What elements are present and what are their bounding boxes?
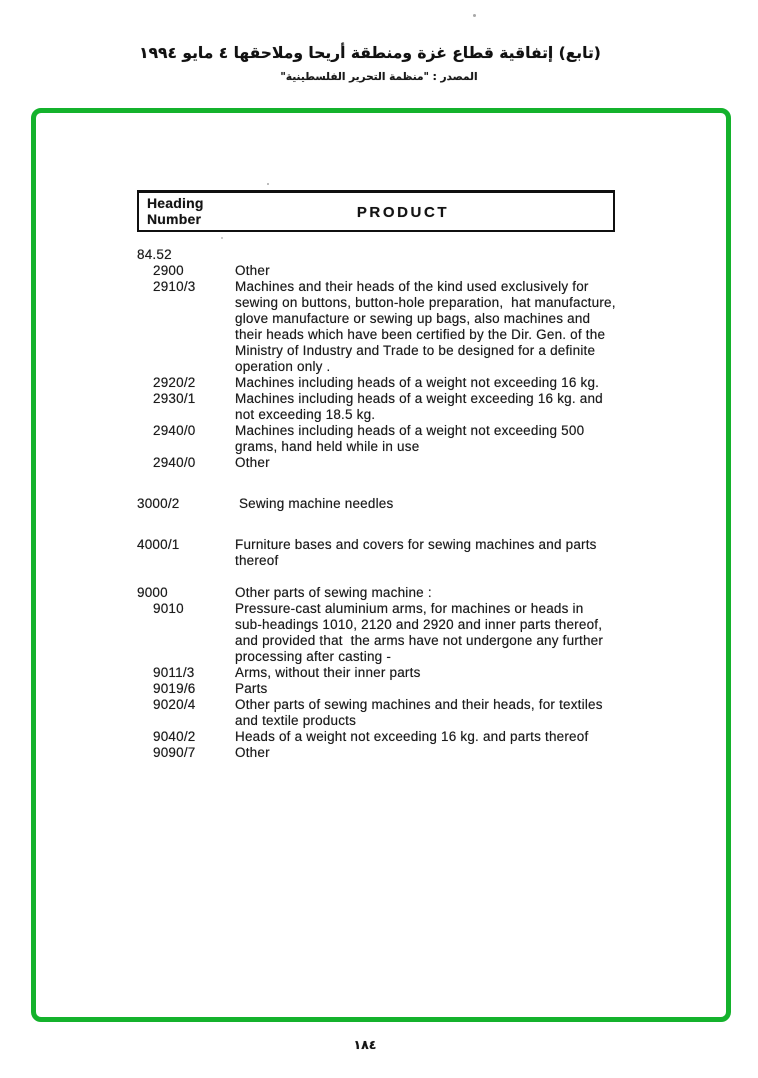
product-description-cell xyxy=(235,455,637,471)
description-line: Arms, without their inner parts xyxy=(235,665,421,680)
heading-number-cell: 2930/1 xyxy=(153,391,196,406)
description-line: and provided that the arms have not undergone any further xyxy=(235,633,604,648)
description-line: and textile products xyxy=(235,713,357,728)
table-row xyxy=(137,665,637,681)
product-description-cell xyxy=(235,601,637,665)
green-frame xyxy=(31,108,731,1022)
page-number: ١٨٤ xyxy=(353,1037,377,1052)
heading-number-cell: 9000 xyxy=(137,585,168,600)
table-row xyxy=(137,745,637,761)
product-description-cell xyxy=(235,697,637,729)
description-line: Other parts of sewing machines and their heads, for textiles xyxy=(235,697,603,712)
scan-speck xyxy=(267,183,269,185)
description-line: Ministry of Industry and Trade to be designed for a definite xyxy=(235,343,596,358)
description-line: Parts xyxy=(235,681,268,696)
table-row xyxy=(137,537,637,569)
description-line: Sewing machine needles xyxy=(235,496,394,511)
heading-number-cell: 9090/7 xyxy=(153,745,196,760)
product-description-cell xyxy=(235,496,637,512)
scan-speck xyxy=(473,14,476,17)
table-row xyxy=(137,681,637,697)
description-line: their heads which have been certified by the Dir. Gen. of the xyxy=(235,327,606,342)
description-line: sub-headings 1010, 2120 and 2920 and inner parts thereof, xyxy=(235,617,603,632)
heading-number-cell: 9020/4 xyxy=(153,697,196,712)
heading-number-cell: 84.52 xyxy=(137,247,172,262)
description-line: Other xyxy=(235,455,270,470)
document-title-arabic: (تابع) إتفاقية قطاع غزة ومنطقة أريحا وملاحقها ٤ مايو ١٩٩٤ xyxy=(139,44,601,62)
product-description-cell xyxy=(235,537,637,569)
table-row xyxy=(137,455,637,471)
table-row xyxy=(137,729,637,745)
heading-number-cell: 4000/1 xyxy=(137,537,180,552)
description-line: Other xyxy=(235,745,270,760)
table-row xyxy=(137,263,637,279)
heading-number-label-line1: Heading xyxy=(147,195,204,211)
table-row xyxy=(137,601,637,665)
heading-number-cell: 9010 xyxy=(153,601,184,616)
product-description-cell xyxy=(235,745,637,761)
description-line: Other parts of sewing machine : xyxy=(235,585,432,600)
product-description-cell xyxy=(235,423,637,455)
table-row xyxy=(137,697,637,729)
heading-number-cell: 2940/0 xyxy=(153,455,196,470)
description-line: glove manufacture or sewing up bags, also machines and xyxy=(235,311,591,326)
product-column-label: PRODUCT xyxy=(356,204,450,221)
heading-number-cell: 9019/6 xyxy=(153,681,196,696)
table-row xyxy=(137,585,637,601)
table-section xyxy=(137,496,637,512)
heading-number-cell: 2920/2 xyxy=(153,375,196,390)
product-description-cell xyxy=(235,375,637,391)
product-description-cell xyxy=(235,729,637,745)
product-description-cell xyxy=(235,681,637,697)
product-description-cell xyxy=(235,263,637,279)
table-body xyxy=(137,247,637,761)
description-line: sewing on buttons, button-hole preparation, hat manufacture, xyxy=(235,295,616,310)
product-description-cell xyxy=(235,665,637,681)
table-row xyxy=(137,496,637,512)
description-line: Machines including heads of a weight not exceeding 500 xyxy=(235,423,585,438)
heading-number-cell: 3000/2 xyxy=(137,496,180,511)
description-line: processing after casting - xyxy=(235,649,392,664)
table-row xyxy=(137,423,637,455)
table-section xyxy=(137,585,637,761)
heading-number-cell: 2900 xyxy=(153,263,184,278)
description-line: Pressure-cast aluminium arms, for machines or heads in xyxy=(235,601,584,616)
product-description-cell xyxy=(235,585,637,601)
description-line: Machines including heads of a weight exceeding 16 kg. and xyxy=(235,391,603,406)
description-line: grams, hand held while in use xyxy=(235,439,420,454)
description-line: thereof xyxy=(235,553,279,568)
heading-number-label-line2: Number xyxy=(147,210,202,227)
table-row xyxy=(137,375,637,391)
table-row xyxy=(137,391,637,423)
description-line: not exceeding 18.5 kg. xyxy=(235,407,376,422)
scan-speck xyxy=(221,237,223,239)
heading-number-cell: 2940/0 xyxy=(153,423,196,438)
description-line: Machines including heads of a weight not exceeding 16 kg. xyxy=(235,375,600,390)
heading-number-cell: 9040/2 xyxy=(153,729,196,744)
table-section xyxy=(137,537,637,569)
product-description-cell xyxy=(235,279,637,375)
heading-number-cell: 2910/3 xyxy=(153,279,196,294)
description-line: operation only . xyxy=(235,359,331,374)
document-source-arabic: المصدر : "منظمة التحرير الفلسطينية" xyxy=(280,71,478,83)
description-line: Heads of a weight not exceeding 16 kg. and parts thereof xyxy=(235,729,589,744)
product-description-cell xyxy=(235,391,637,423)
description-line: Machines and their heads of the kind used exclusively for xyxy=(235,279,589,294)
table-row xyxy=(137,247,637,263)
description-line: Furniture bases and covers for sewing machines and parts xyxy=(235,537,597,552)
table-row xyxy=(137,279,637,375)
heading-number-cell: 9011/3 xyxy=(153,665,195,680)
description-line: Other xyxy=(235,263,270,278)
table-section xyxy=(137,247,637,471)
table-header-box xyxy=(137,190,615,232)
